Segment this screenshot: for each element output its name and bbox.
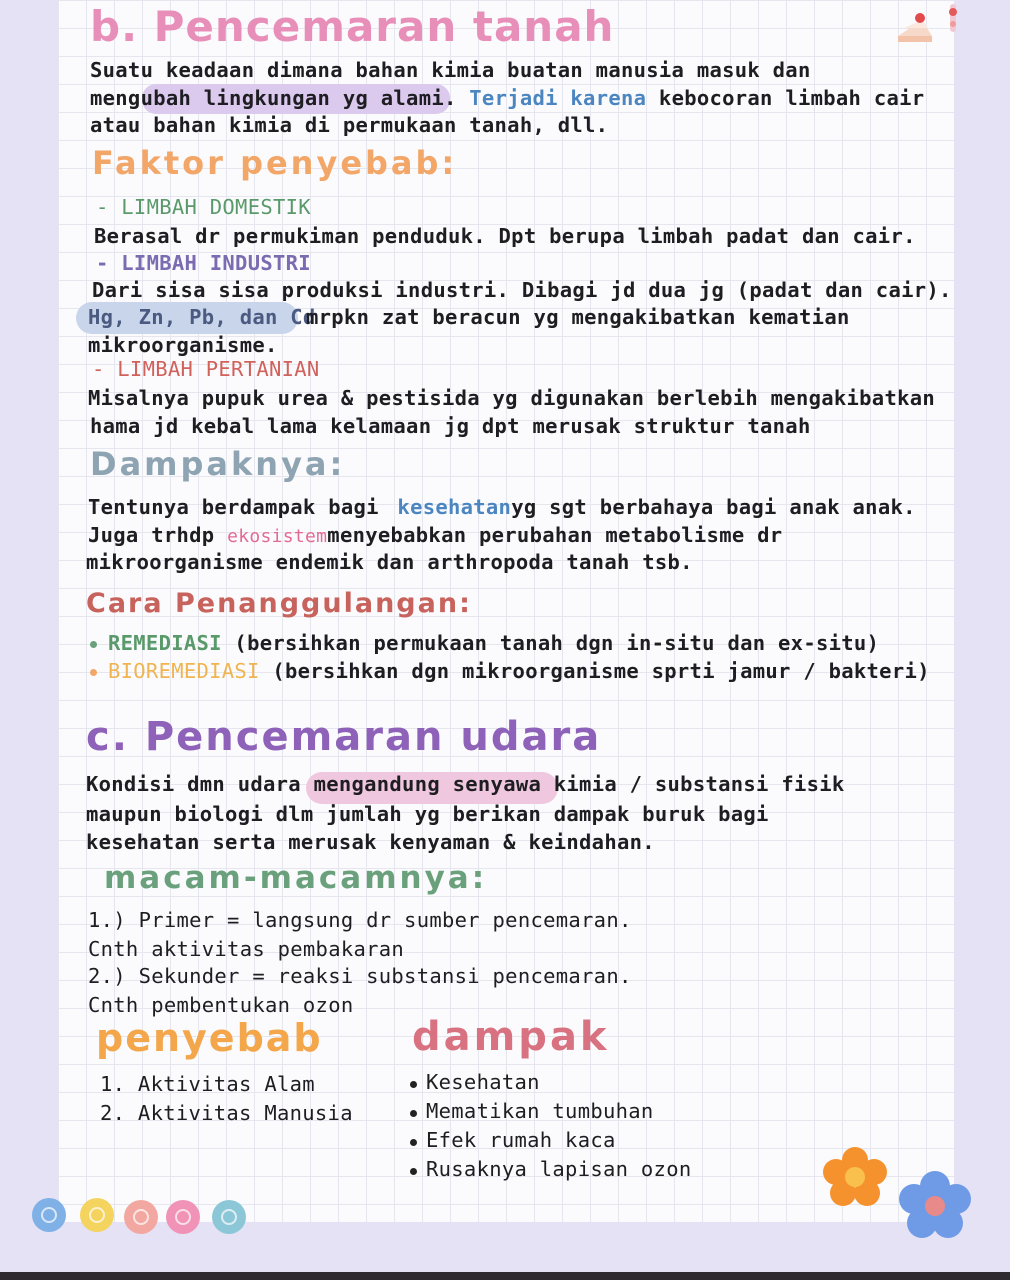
udara-def-line-3: kesehatan serta merusak kenyaman & keindahan. <box>86 830 655 854</box>
cara-bioremediasi <box>108 659 930 683</box>
dampak-juga: Juga trhdp <box>88 523 228 547</box>
intro-line-2 <box>90 86 924 110</box>
cara-heading: Cara Penanggulangan: <box>86 588 472 619</box>
udara-def-highlight: mengandung senyawa <box>313 772 542 796</box>
limbah-industri-metals: Hg, Zn, Pb, dan Cd <box>88 305 316 329</box>
limbah-industri-text-3: mikroorganisme. <box>88 333 278 357</box>
intro-dot: . <box>443 86 470 110</box>
limbah-pertanian-text-1: Misalnya pupuk urea & pestisida yg digunakan berlebih mengakibatkan <box>88 386 936 410</box>
bioremediasi-text: (bersihkan dgn mikroorganisme sprti jamur / bakteri) <box>259 659 930 683</box>
dampak-ekosistem: ekosistem <box>227 526 328 547</box>
intro-line-3: atau bahan kimia di permukaan tanah, dll. <box>90 113 609 137</box>
decor-circle-yellow <box>80 1198 114 1232</box>
dampak-menyebabkan: menyebabkan perubahan metabolisme dr <box>327 523 783 547</box>
penyebab-item-2: 2. Aktivitas Manusia <box>100 1101 353 1125</box>
remediasi-text: (bersihkan permukaan tanah dgn in-situ dan ex-situ) <box>221 631 880 655</box>
dampak-udara-item-3: Efek rumah kaca <box>426 1128 616 1152</box>
dampak-udara-heading: dampak <box>412 1014 610 1060</box>
bullet-dampak-3 <box>410 1139 417 1146</box>
dampak-text-c: yg sgt berbahaya bagi anak anak. <box>511 495 916 519</box>
penyebab-heading: penyebab <box>96 1016 323 1060</box>
flower-icon <box>898 1170 972 1240</box>
dampak-udara-item-4: Rusaknya lapisan ozon <box>426 1157 692 1181</box>
limbah-pertanian-label: - LIMBAH PERTANIAN <box>92 357 320 381</box>
dampak-udara-item-2: Mematikan tumbuhan <box>426 1099 654 1123</box>
dampak-udara-item-1: Kesehatan <box>426 1070 540 1094</box>
decor-circle-teal <box>212 1200 246 1234</box>
udara-def-line-1 <box>86 772 845 796</box>
macam-sekunder: 2.) Sekunder = reaksi substansi pencemaran. <box>88 964 632 988</box>
limbah-industri-text-2: mrpkn zat beracun yg mengakibatkan kematian <box>306 305 850 329</box>
limbah-domestik-text: Berasal dr permukiman penduduk. Dpt berupa limbah padat dan cair. <box>94 224 916 248</box>
limbah-domestik-label: - LIMBAH DOMESTIK <box>96 195 311 219</box>
intro-terjadi-karena: Terjadi karena <box>469 86 647 110</box>
bullet-bioremediasi <box>90 669 97 676</box>
udara-def-line-2: maupun biologi dlm jumlah yg berikan dampak buruk bagi <box>86 802 769 826</box>
bullet-dampak-2 <box>410 1110 417 1117</box>
penyebab-item-1: 1. Aktivitas Alam <box>100 1072 315 1096</box>
section-c-title: c. Pencemaran udara <box>86 714 602 760</box>
limbah-industri-label: - LIMBAH INDUSTRI <box>96 251 311 275</box>
dampak-line-3: mikroorganisme endemik dan arthropoda tanah tsb. <box>86 550 693 574</box>
decor-circle-blue <box>32 1198 66 1232</box>
remediasi-label: REMEDIASI <box>108 631 222 655</box>
dampak-heading: Dampaknya: <box>90 445 346 483</box>
cara-remediasi <box>108 631 879 655</box>
macam-sekunder-example: Cnth pembentukan ozon <box>88 993 354 1017</box>
dampak-text-a: Tentunya berdampak bagi <box>88 495 392 519</box>
intro-kebocoran: kebocoran limbah cair <box>646 86 925 110</box>
macam-heading: macam-macamnya: <box>104 860 488 896</box>
bullet-dampak-4 <box>410 1168 417 1175</box>
limbah-industri-text: Dari sisa sisa produksi industri. Dibagi jd dua jg (padat dan cair). <box>92 278 952 302</box>
intro-line-1: Suatu keadaan dimana bahan kimia buatan manusia masuk dan <box>90 58 811 82</box>
section-b-title: b. Pencemaran tanah <box>90 2 615 51</box>
macam-primer-example: Cnth aktivitas pembakaran <box>88 937 405 961</box>
faktor-heading: Faktor penyebab: <box>92 144 458 182</box>
bioremediasi-label: BIOREMEDIASI <box>108 659 260 683</box>
intro-highlight-text: mengubah lingkungan yg alami <box>90 86 444 110</box>
decor-circle-peach <box>124 1200 158 1234</box>
udara-def-a: Kondisi dmn udara <box>86 772 314 796</box>
dampak-line-2 <box>88 523 782 547</box>
cake-icon <box>892 2 966 46</box>
flower-icon <box>822 1146 888 1208</box>
dampak-kesehatan: kesehatan <box>397 495 512 519</box>
limbah-pertanian-text-2: hama jd kebal lama kelamaan jg dpt merusak struktur tanah <box>90 414 811 438</box>
udara-def-c: kimia / substansi fisik <box>541 772 845 796</box>
decor-circle-pink <box>166 1200 200 1234</box>
bottom-bar <box>0 1272 1010 1280</box>
macam-primer: 1.) Primer = langsung dr sumber pencemaran. <box>88 908 632 932</box>
dampak-line-1 <box>88 495 916 519</box>
bullet-remediasi <box>90 641 97 648</box>
bullet-dampak-1 <box>410 1081 417 1088</box>
